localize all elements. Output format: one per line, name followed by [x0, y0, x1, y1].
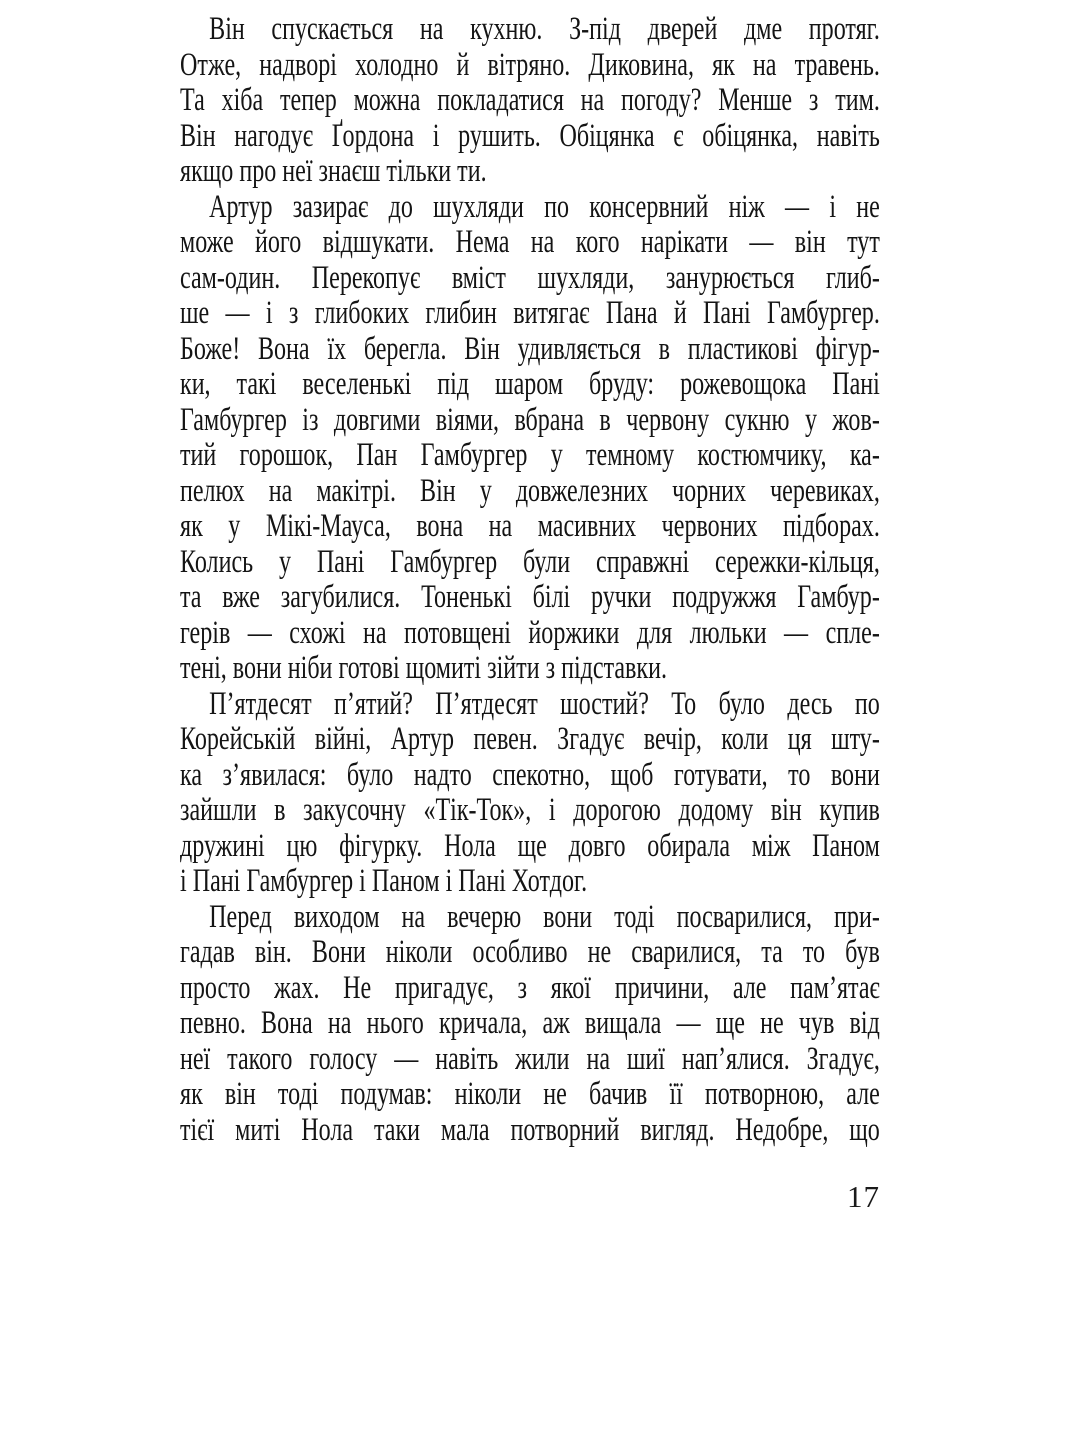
- text-line: Він нагодує Ґордона і рушить. Обіцянка є обіцянка, навіть: [180, 117, 880, 154]
- text-line: Він спускається на кухню. З-під дверей дме протяг.: [209, 11, 880, 47]
- text-line: Перед виходом на вечерю вони тоді посварилися, при-: [209, 898, 880, 935]
- text-line: гадав він. Вони ніколи особливо не сварилися, та то був: [180, 934, 880, 970]
- text-line: зайшли в закусочну «Тік-Ток», і дорогою додому він купив: [180, 792, 880, 828]
- text-line: тієї миті Нола таки мала потворний вигляд. Недобре, що: [180, 1111, 880, 1148]
- paragraph: [180, 900, 880, 1149]
- text-line: Та хіба тепер можна покладатися на погоду? Менше з тим.: [180, 82, 880, 118]
- text-line: як у Мікі-Мауса, вона на масивних червоних підборах.: [180, 508, 880, 544]
- text-line: Колись у Пані Гамбургер були справжні сережки-кільця,: [180, 543, 880, 580]
- text-column: [180, 12, 880, 1148]
- text-line: П’ятдесят п’ятий? П’ятдесят шостий? То було десь по: [209, 685, 880, 722]
- text-line: Отже, надворі холодно й вітряно. Диковина, як на травень.: [180, 46, 880, 83]
- text-line: дружині цю фігурку. Нола ще довго обирала між Паном: [180, 827, 880, 864]
- text-line: тені, вони ніби готові щомиті зійти з підставки.: [180, 650, 667, 686]
- text-line: може його відшукати. Нема на кого нарікати — він тут: [180, 224, 880, 260]
- text-line: тий горошок, Пан Гамбургер у темному костюмчику, ка-: [180, 437, 880, 473]
- text-line: сам-один. Перекопує вміст шухляди, занурюється глиб-: [180, 259, 880, 296]
- text-line: і Пані Гамбургер і Паном і Пані Хотдог.: [180, 863, 588, 899]
- paragraph: [180, 687, 880, 900]
- text-line: Гамбургер із довгими віями, вбрана в червону сукню у жов-: [180, 401, 880, 438]
- paragraph: [180, 190, 880, 687]
- text-line: герів — схожі на потовщені йоржики для люльки — спле-: [180, 614, 880, 651]
- text-line: та вже загубилися. Тоненькі білі ручки подружжя Гамбур-: [180, 579, 880, 615]
- text-line: ка з’явилася: було надто спекотно, щоб готувати, то вони: [180, 756, 880, 793]
- text-line: просто жах. Не пригадує, з якої причини, але пам’ятає: [180, 969, 880, 1006]
- text-line: ки, такі веселенькі під шаром бруду: рожевощока Пані: [180, 366, 880, 402]
- text-line: певно. Вона на нього кричала, аж вищала — ще не чув від: [180, 1005, 880, 1041]
- text-line: пелюх на макітрі. Він у довжелезних чорних черевиках,: [180, 472, 880, 509]
- paragraph: [180, 12, 880, 190]
- text-line: Боже! Вона їх берегла. Він удивляється в пластикові фігур-: [180, 330, 880, 367]
- page-number: 17: [847, 1179, 880, 1214]
- text-line: Корейській війні, Артур певен. Згадує вечір, коли ця шту-: [180, 721, 880, 757]
- text-line: якщо про неї знаєш тільки ти.: [180, 153, 487, 189]
- text-line: ше — і з глибоких глибин витягає Пана й Пані Гамбургер.: [180, 295, 880, 331]
- text-line: як він тоді подумав: ніколи не бачив її потворною, але: [180, 1076, 880, 1112]
- text-line: Артур зазирає до шухляди по консервний ніж — і не: [209, 188, 880, 225]
- text-line: неї такого голосу — навіть жили на шиї нап’ялися. Згадує,: [180, 1040, 880, 1077]
